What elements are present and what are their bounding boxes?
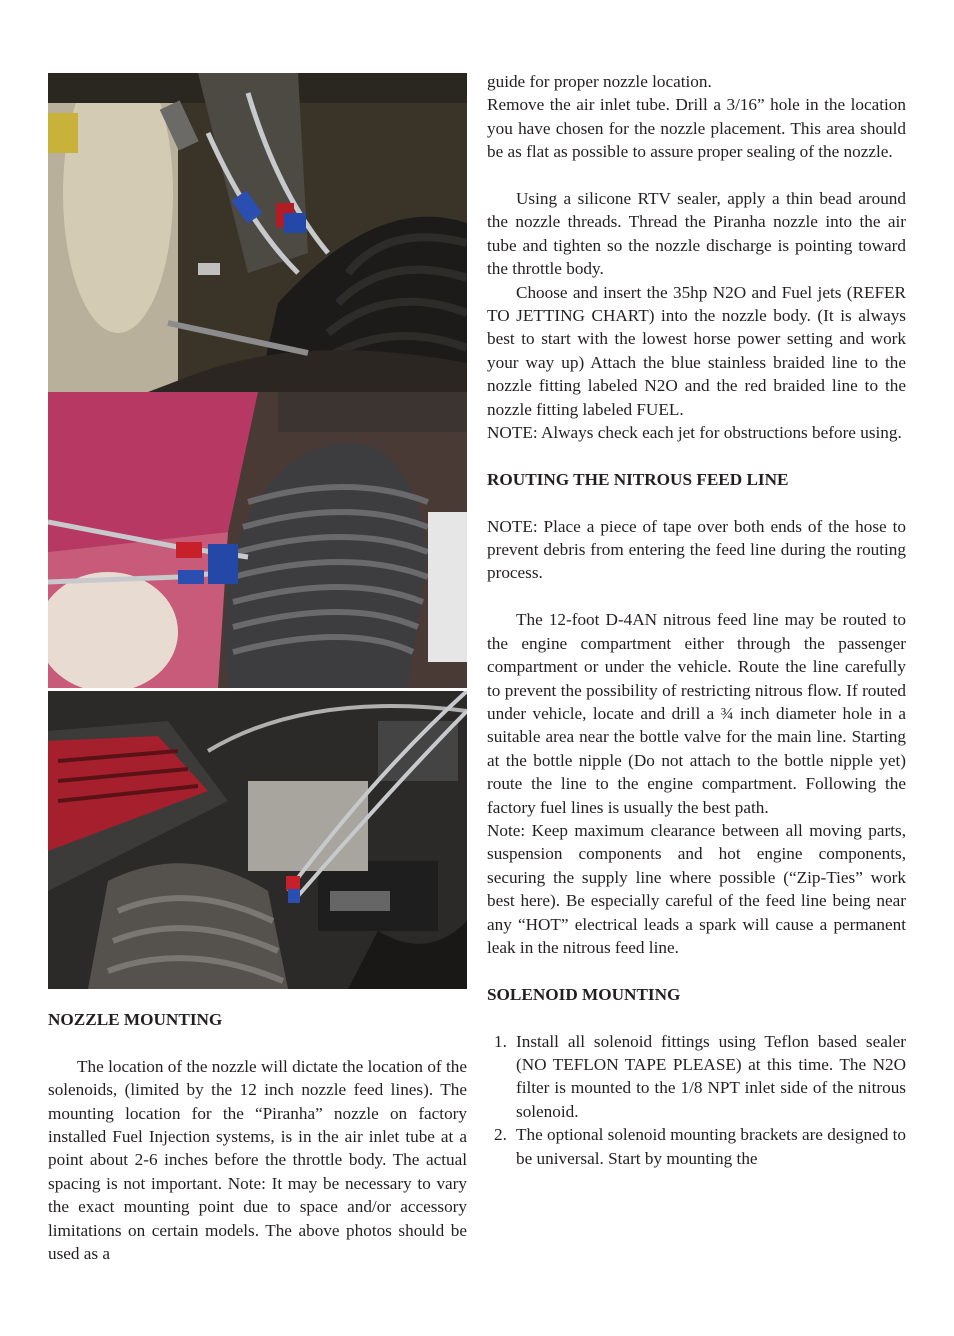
photo-engine-bay-overview <box>48 691 467 989</box>
paragraph-remove-air-tube: Remove the air inlet tube. Drill a 3/16” hole in the location you have chosen for the nozzle placement. This area should be as flat as possible to assure proper sealing of the nozzle. <box>487 95 906 162</box>
paragraph-jets: Choose and insert the 35hp N2O and Fuel jets (REFER TO JETTING CHART) into the nozzle body. (It is always best to start with the lowest horse power setting and work your way up) Attach the blue stainless braided line to the nozzle fitting labeled N2O and the red braided line to the nozzle fitting labeled FUEL. <box>487 282 906 419</box>
paragraph-guide-continued: guide for proper nozzle location. <box>487 72 712 91</box>
photo-nozzle-lines-attached <box>48 392 467 688</box>
paragraph-note-jets: NOTE: Always check each jet for obstructions before using. <box>487 423 902 443</box>
paragraph-feed-line-route: The 12-foot D-4AN nitrous feed line may be routed to the engine compartment either through the passenger compartment or under the vehicle. Route the line carefully to prevent the possibility of restricting nitrous flow. If routed under vehicle, locate and drill a ¾ inch diameter hole in a suitable area near the bottle valve for the main line. Starting at the bottle nipple (Do not attach to the bottle nipple yet) route the line to the engine compartment. Following the factory fuel lines is usually the best path. <box>487 610 906 817</box>
paragraph-nozzle-location: The location of the nozzle will dictate the location of the solenoids, (limited by the 12 inch nozzle feed lines). The mounting location for the “Piranha” nozzle on factory installed Fuel Injection systems, is in the air inlet tube at a point about 2-6 inches before the throttle body. The actual spacing is not important. Note: It may be necessary to vary the exact mounting point due to space and/or accessory limitations on certain models. The above photos should be used as a <box>48 1056 467 1264</box>
list-item-number: 1. <box>494 1031 507 1051</box>
list-item <box>487 1123 906 1170</box>
right-column <box>487 70 906 1170</box>
heading-routing-feed-line: ROUTING THE NITROUS FEED LINE <box>487 469 789 489</box>
list-item-text: Install all solenoid fittings using Teflon based sealer (NO TEFLON TAPE PLEASE) at this time. The N2O filter is mounted to the 1/8 NPT inlet side of the nitrous solenoid. <box>516 1031 906 1121</box>
list-item-text: The optional solenoid mounting brackets are designed to be universal. Start by mounting the <box>516 1125 906 1168</box>
heading-solenoid-mounting: SOLENOID MOUNTING <box>487 984 681 1004</box>
left-column <box>48 1008 467 1265</box>
paragraph-note-clearance: Note: Keep maximum clearance between all moving parts, suspension components and hot engine components, securing the supply line where possible (“Zip-Ties” work best here). Be especially careful of the feed line being near any “HOT” electrical leads a spark will cause a permanent leak in the nitrous feed line. <box>487 820 906 957</box>
paragraph-note-tape: NOTE: Place a piece of tape over both ends of the hose to prevent debris from entering the feed line during the routing process. <box>487 516 906 583</box>
list-item <box>487 1030 906 1124</box>
paragraph-rtv-sealer: Using a silicone RTV sealer, apply a thin bead around the nozzle threads. Thread the Piranha nozzle into the air tube and tighten so the nozzle discharge is pointing toward the throttle body. <box>487 189 906 279</box>
list-item-number: 2. <box>494 1125 507 1145</box>
photo-nozzle-on-inlet-tube <box>48 73 467 392</box>
heading-nozzle-mounting: NOZZLE MOUNTING <box>48 1010 223 1029</box>
